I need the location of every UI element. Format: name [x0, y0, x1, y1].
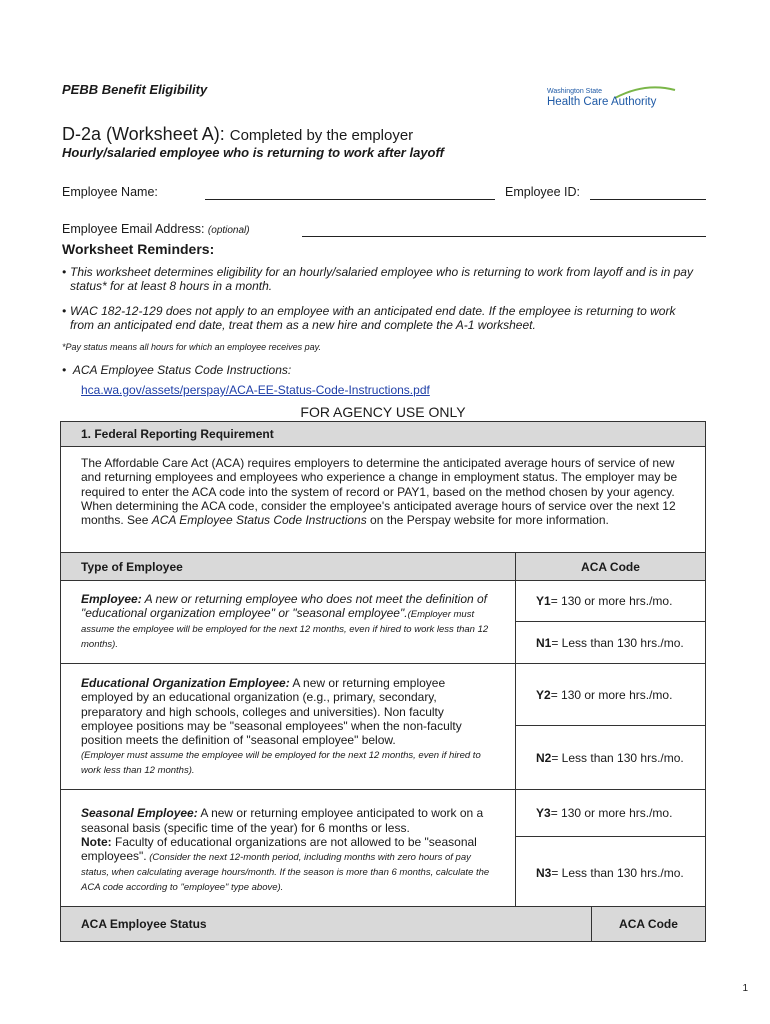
reminders-heading: Worksheet Reminders:	[62, 241, 215, 257]
employee-name-label: Employee Name:	[62, 185, 158, 199]
employee-id-label: Employee ID:	[505, 185, 581, 199]
email-field[interactable]	[302, 236, 706, 237]
col-header-type: Type of Employee	[61, 553, 516, 581]
aca-code-n1: N1 = Less than 130 hrs./mo.	[536, 635, 684, 650]
table-row	[61, 581, 706, 664]
logo-swoosh-icon	[545, 84, 680, 112]
form-title: D-2a (Worksheet A): Completed by the employer	[62, 124, 414, 144]
email-label: Employee Email Address: (optional)	[62, 222, 250, 236]
reminder-bullet-1: • This worksheet determines eligibility for an hourly/salaried employee who is returning to work from layoff and is in pay status* for at least 8 hours in a month.	[62, 265, 693, 293]
employee-type-description: Employee: A new or returning employee who does not meet the definition of "educational organization employee" or "seasonal employee".(Employer must assume the employee will be employed for the next 12 months, even if hired to work less than 12 months).	[61, 581, 516, 664]
agency-use-heading: FOR AGENCY USE ONLY	[300, 404, 466, 420]
aca-code-n2: N2 = Less than 130 hrs./mo.	[536, 750, 684, 765]
page-number: 1	[742, 983, 748, 994]
aca-code-y2: Y2 = 130 or more hrs./mo.	[516, 664, 705, 726]
pay-status-footnote: *Pay status means all hours for which an employee receives pay.	[62, 342, 321, 352]
employee-id-field[interactable]	[590, 199, 706, 200]
svg-text:Health Care Authority: Health Care Authority	[547, 96, 657, 108]
employee-name-field[interactable]	[205, 199, 495, 200]
reminder-bullet-3: • ACA Employee Status Code Instructions:	[62, 363, 292, 377]
federal-reporting-table	[60, 421, 706, 909]
document-header: PEBB Benefit Eligibility	[62, 82, 208, 97]
hca-logo	[545, 84, 680, 112]
section1-description: The Affordable Care Act (ACA) requires employers to determine the anticipated average hours of service of new and returning employees and employees who experience a change in employment status. The employer may be required to enter the ACA code into the system of record or PAY1, based on the method chosen by your agency. When determining the ACA code, consider the employee's anticipated average hours of service over the next 12 months. See ACA Employee Status Code Instructions on the Perspay website for more information.	[61, 447, 706, 553]
seasonal-employee-description: Seasonal Employee: A new or returning employee anticipated to work on a seasonal basis (specific time of the year) for 6 months or less. Note: Faculty of educational organizations are not allowed to be "seasonal employees". (Consider the next 12-month period, including months with zero hours of pay status, when calculating average hours/month. If the season is more than 6 months, calculate the ACA code according to "employee" type above).	[61, 790, 516, 909]
form-subtitle: Hourly/salaried employee who is returning to work after layoff	[62, 145, 444, 160]
table-row	[61, 664, 706, 790]
logo-line1: Washington State	[547, 88, 602, 95]
aca-status-table	[60, 906, 706, 942]
col-header-code: ACA Code	[516, 553, 706, 581]
educational-employee-description: Educational Organization Employee: A new or returning employee employed by an educational organization (e.g., primary, secondary, preparatory and high schools, colleges and universities). Non faculty employee positions may be "seasonal employees" when the non-faculty position meets the definition of "seasonal employee" below. (Employer must assume the employee will be employed for the next 12 months, even if hired to work less than 12 months).	[61, 664, 516, 790]
aca-code-y3: Y3 = 130 or more hrs./mo.	[516, 790, 705, 837]
aca-status-header: ACA Employee Status	[61, 907, 592, 942]
section1-title: 1. Federal Reporting Requirement	[61, 422, 706, 447]
aca-status-code-header: ACA Code	[592, 907, 706, 942]
aca-instructions-link[interactable]: hca.wa.gov/assets/perspay/ACA-EE-Status-Code-Instructions.pdf	[81, 383, 430, 397]
aca-code-n3: N3 = Less than 130 hrs./mo.	[536, 865, 684, 880]
reminder-bullet-2: • WAC 182-12-129 does not apply to an employee with an anticipated end date. If the employee is returning to work from an anticipated end date, treat them as a new hire and complete the A-1 worksheet.	[62, 304, 676, 332]
aca-code-y1: Y1 = 130 or more hrs./mo.	[516, 581, 705, 622]
table-row	[61, 790, 706, 909]
